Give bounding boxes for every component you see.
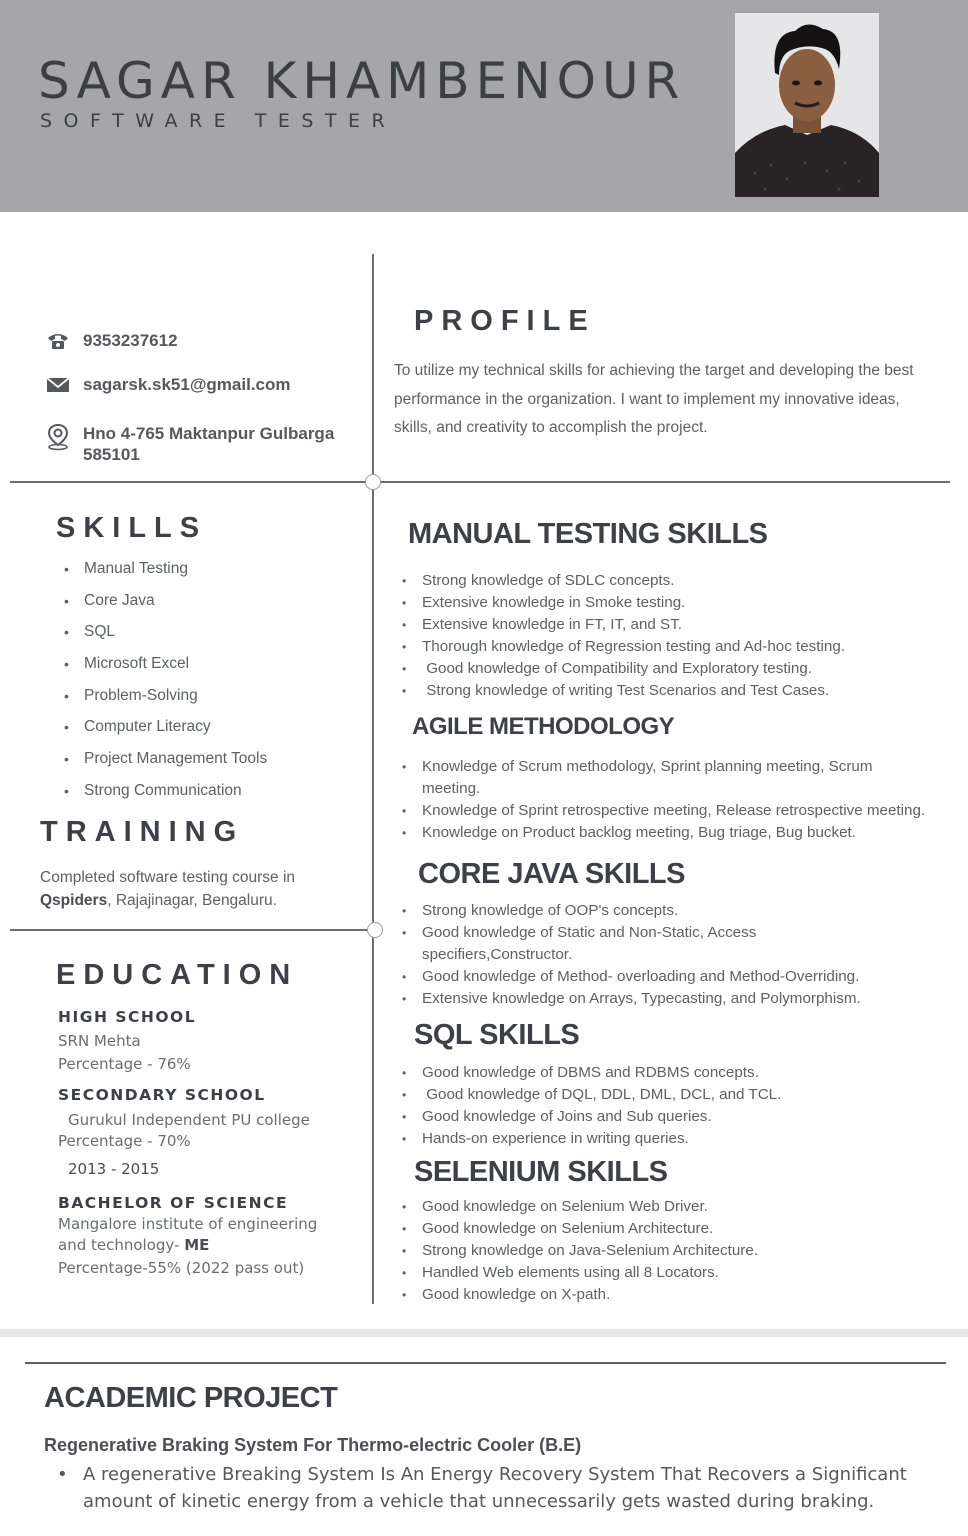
project-description-text: A regenerative Breaking System Is An Energy Recovery System That Recovers a Significant amount of kinetic energy from a vehicle that unnecessarily gets wasted during braking. bbox=[83, 1464, 907, 1512]
list-item: • Strong knowledge of writing Test Scenarios and Test Cases. bbox=[402, 680, 845, 702]
list-item: • Knowledge on Product backlog meeting, Bug triage, Bug bucket. bbox=[402, 822, 925, 844]
edu-high-school-name: SRN Mehta bbox=[58, 1032, 141, 1050]
sql-heading: SQL SKILLS bbox=[414, 1019, 580, 1051]
divider-node bbox=[367, 922, 383, 938]
manual-testing-list bbox=[402, 570, 845, 702]
list-item: • Project Management Tools bbox=[64, 748, 267, 780]
agile-heading: AGILE METHODOLOGY bbox=[412, 713, 675, 740]
list-item: • Extensive knowledge in FT, IT, and ST. bbox=[402, 614, 845, 636]
phone-number[interactable]: 9353237612 bbox=[83, 331, 178, 350]
contact-address bbox=[45, 423, 334, 465]
list-item: • SQL bbox=[64, 621, 267, 653]
list-item: • Microsoft Excel bbox=[64, 653, 267, 685]
edu-secondary-percentage: Percentage - 70% bbox=[58, 1132, 191, 1150]
contact-phone bbox=[45, 330, 178, 352]
email-address[interactable]: sagarsk.sk51@gmail.com bbox=[83, 375, 291, 394]
profile-text: To utilize my technical skills for achieving the target and developing the best performance in the organization. I want to implement my innovative ideas, skills, and creativity to accomplish the project. bbox=[394, 362, 914, 436]
edu-high-school-heading: HIGH SCHOOL bbox=[58, 1008, 197, 1026]
location-pin-icon bbox=[45, 423, 71, 451]
person-photo-icon bbox=[735, 13, 879, 197]
list-item: • Good knowledge of Method- overloading and Method-Overriding. bbox=[402, 966, 861, 988]
training-text-part: , Rajajinagar, Bengaluru. bbox=[107, 892, 277, 909]
address bbox=[83, 423, 334, 465]
selenium-heading: SELENIUM SKILLS bbox=[414, 1156, 668, 1188]
list-item: • Extensive knowledge in Smoke testing. bbox=[402, 592, 845, 614]
list-item: • Good knowledge of Joins and Sub queries. bbox=[402, 1106, 781, 1128]
skills-heading: SKILLS bbox=[56, 512, 208, 544]
edu-secondary-name: Gurukul Independent PU college bbox=[68, 1111, 310, 1129]
selenium-list bbox=[402, 1196, 758, 1306]
header-banner bbox=[0, 0, 968, 212]
profile-photo bbox=[735, 13, 879, 197]
academic-project-heading: ACADEMIC PROJECT bbox=[44, 1382, 338, 1414]
list-item: • Handled Web elements using all 8 Locators. bbox=[402, 1262, 758, 1284]
training-text-part: Completed software testing course in bbox=[40, 869, 296, 886]
edu-bachelor-branch: ME bbox=[184, 1236, 210, 1254]
list-item: • Strong knowledge of SDLC concepts. bbox=[402, 570, 845, 592]
edu-high-school-percentage: Percentage - 76% bbox=[58, 1055, 191, 1073]
project-description bbox=[57, 1461, 907, 1515]
training-text bbox=[40, 866, 360, 912]
address-line-1: Hno 4-765 Maktanpur Gulbarga bbox=[83, 424, 335, 443]
list-item: • Strong knowledge on Java-Selenium Architecture. bbox=[402, 1240, 758, 1262]
edu-secondary-heading: SECONDARY SCHOOL bbox=[58, 1086, 266, 1104]
list-item: • Extensive knowledge on Arrays, Typecasting, and Polymorphism. bbox=[402, 988, 861, 1010]
list-item: • Knowledge of Scrum methodology, Sprint planning meeting, Scrum meeting. bbox=[402, 756, 902, 800]
horizontal-divider bbox=[25, 1362, 946, 1364]
list-item: • Thorough knowledge of Regression testing and Ad-hoc testing. bbox=[402, 636, 845, 658]
edu-bachelor-college: and technology- bbox=[58, 1236, 185, 1254]
list-item: • Good knowledge of DBMS and RDBMS concepts. bbox=[402, 1062, 781, 1084]
list-item: • Problem-Solving bbox=[64, 685, 267, 717]
list-item: • Hands-on experience in writing queries. bbox=[402, 1128, 781, 1150]
list-item: • Strong Communication bbox=[64, 780, 267, 812]
education-heading: EDUCATION bbox=[56, 959, 299, 991]
candidate-role: SOFTWARE TESTER bbox=[40, 110, 397, 132]
horizontal-divider bbox=[10, 929, 374, 931]
project-name: Regenerative Braking System For Thermo-electric Cooler (B.E) bbox=[44, 1435, 582, 1455]
list-item: • Good knowledge on X-path. bbox=[402, 1284, 758, 1306]
manual-testing-heading: MANUAL TESTING SKILLS bbox=[408, 518, 768, 550]
list-item: • Good knowledge of DQL, DDL, DML, DCL, and TCL. bbox=[402, 1084, 781, 1106]
training-institute: Qspiders bbox=[40, 892, 108, 909]
edu-secondary-years: 2013 - 2015 bbox=[68, 1160, 160, 1178]
list-item: • Good knowledge of Static and Non-Static, Access specifiers,Constructor. bbox=[402, 922, 802, 966]
phone-icon bbox=[45, 330, 71, 352]
vertical-divider bbox=[372, 254, 374, 1304]
divider-node bbox=[365, 474, 381, 490]
training-heading: TRAINING bbox=[40, 816, 245, 848]
contact-email bbox=[45, 374, 290, 396]
edu-bachelor-heading: BACHELOR OF SCIENCE bbox=[58, 1194, 289, 1212]
core-java-heading: CORE JAVA SKILLS bbox=[418, 858, 685, 890]
list-item: • Good knowledge on Selenium Web Driver. bbox=[402, 1196, 758, 1218]
address-line-2: 585101 bbox=[83, 445, 140, 464]
bullet-icon: • bbox=[57, 1464, 68, 1485]
agile-list bbox=[402, 756, 925, 844]
candidate-name: SAGAR KHAMBENOUR bbox=[38, 52, 686, 110]
profile-heading: PROFILE bbox=[414, 305, 596, 337]
list-item: • Knowledge of Sprint retrospective meeting, Release retrospective meeting. bbox=[402, 800, 925, 822]
page-break-band bbox=[0, 1329, 968, 1337]
list-item: • Good knowledge of Compatibility and Exploratory testing. bbox=[402, 658, 845, 680]
edu-bachelor-name-line1: Mangalore institute of engineering bbox=[58, 1215, 318, 1233]
sql-list bbox=[402, 1062, 781, 1150]
edu-bachelor-percentage: Percentage-55% (2022 pass out) bbox=[58, 1259, 305, 1277]
list-item: • Core Java bbox=[64, 590, 267, 622]
list-item: • Strong knowledge of OOP's concepts. bbox=[402, 900, 861, 922]
list-item: • Good knowledge on Selenium Architecture. bbox=[402, 1218, 758, 1240]
skills-list bbox=[64, 558, 267, 812]
horizontal-divider bbox=[10, 481, 950, 483]
core-java-list bbox=[402, 900, 861, 1010]
list-item: • Manual Testing bbox=[64, 558, 267, 590]
edu-bachelor-name-line2 bbox=[58, 1235, 209, 1255]
list-item: • Computer Literacy bbox=[64, 716, 267, 748]
mail-icon bbox=[45, 374, 71, 396]
